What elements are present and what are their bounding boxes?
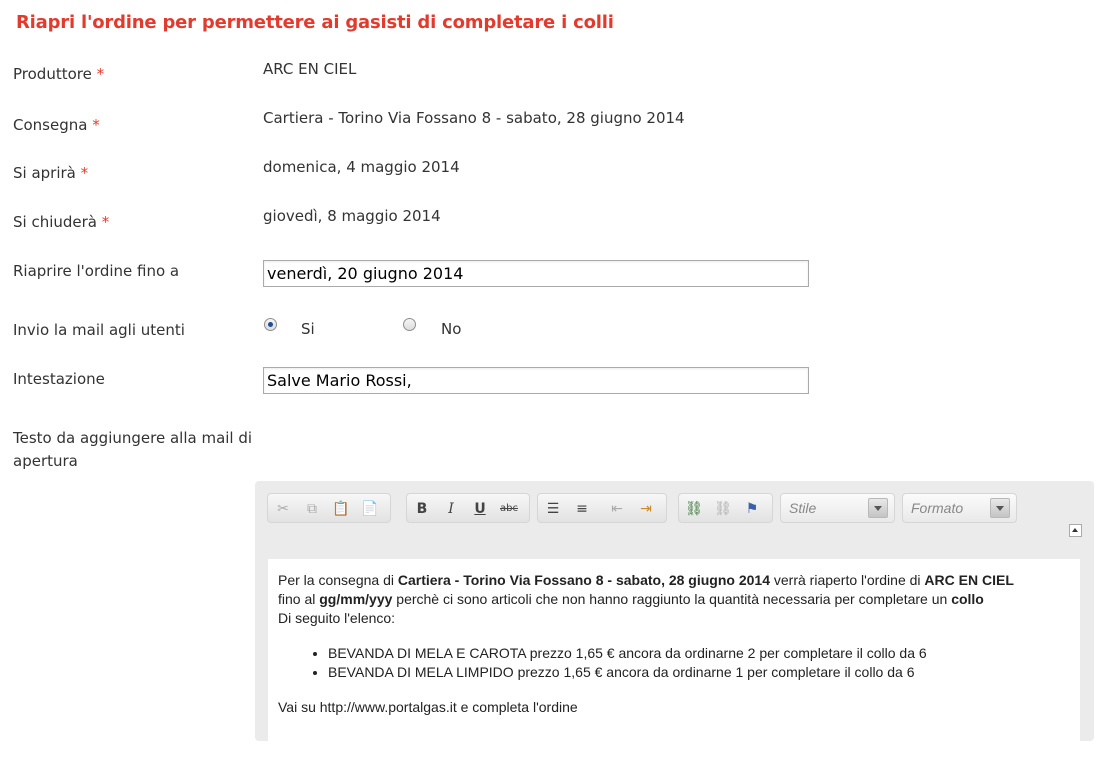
produttore-label-text: Produttore bbox=[13, 65, 92, 83]
editor-bold-text: Cartiera - Torino Via Fossano 8 - sabato, 28 giugno 2014 bbox=[397, 572, 770, 588]
editor-paragraph-2 bbox=[278, 590, 1070, 609]
page-title: Riapri l'ordine per permettere ai gasisti di completare i colli bbox=[16, 12, 614, 33]
riapri-date-input[interactable]: venerdì, 20 giugno 2014 bbox=[263, 260, 809, 287]
editor-bold-text: ARC EN CIEL bbox=[924, 572, 1014, 588]
editor-text: fino al bbox=[278, 591, 320, 607]
required-mark: * bbox=[101, 213, 110, 231]
apertura-value: domenica, 4 maggio 2014 bbox=[263, 158, 460, 176]
produttore-value: ARC EN CIEL bbox=[263, 60, 357, 78]
invio-mail-si-label[interactable]: Si bbox=[301, 320, 315, 338]
required-mark: * bbox=[80, 164, 89, 182]
produttore-label bbox=[13, 63, 104, 86]
intestazione-input[interactable]: Salve Mario Rossi, bbox=[263, 367, 809, 394]
editor-text: perchè ci sono articoli che non hanno raggiunto la quantità necessaria per completare un bbox=[392, 591, 952, 607]
chiusura-value: giovedì, 8 maggio 2014 bbox=[263, 207, 441, 225]
required-mark: * bbox=[92, 116, 100, 134]
invio-mail-no-radio[interactable] bbox=[403, 318, 416, 331]
link-icon[interactable]: ⛓ bbox=[685, 501, 703, 517]
list-group bbox=[537, 493, 667, 523]
consegna-label-text: Consegna bbox=[13, 116, 88, 134]
bulleted-list-icon[interactable]: ≡ bbox=[576, 501, 588, 517]
editor-bold-text: collo bbox=[951, 591, 984, 607]
rich-text-editor bbox=[255, 481, 1094, 741]
intestazione-label: Intestazione bbox=[13, 370, 105, 388]
invio-mail-no-label[interactable]: No bbox=[441, 320, 462, 338]
unlink-icon[interactable]: ⛓ bbox=[714, 501, 732, 517]
chevron-down-icon bbox=[868, 498, 888, 518]
anchor-icon[interactable]: ⚑ bbox=[745, 501, 759, 517]
copy-icon[interactable]: ⧉ bbox=[307, 501, 317, 517]
editor-text: verrà riaperto l'ordine di bbox=[770, 572, 925, 588]
apertura-label-text: Si aprirà bbox=[13, 164, 76, 182]
apertura-label bbox=[13, 162, 88, 185]
collapse-toolbar-button[interactable] bbox=[1069, 524, 1082, 537]
italic-icon[interactable]: I bbox=[448, 501, 454, 517]
chiusura-label bbox=[13, 211, 109, 234]
editor-bold-text: gg/mm/yyy bbox=[319, 591, 393, 607]
testo-label: Testo da aggiungere alla mail di apertura bbox=[13, 429, 253, 470]
style-select[interactable] bbox=[780, 493, 895, 523]
list-item: • BEVANDA DI MELA LIMPIDO prezzo 1,65 € ancora da ordinarne 1 per completare il collo da 6 bbox=[328, 663, 1070, 682]
editor-content-area[interactable] bbox=[268, 559, 1080, 759]
format-group bbox=[406, 493, 530, 523]
required-mark: * bbox=[96, 65, 105, 83]
paste-icon[interactable]: 📋 bbox=[332, 501, 350, 517]
chiusura-label-text: Si chiuderà bbox=[13, 213, 97, 231]
underline-icon[interactable]: U bbox=[474, 501, 486, 517]
paste-word-icon[interactable]: 📄 bbox=[361, 501, 379, 517]
invio-mail-label: Invio la mail agli utenti bbox=[13, 321, 185, 339]
strikethrough-icon[interactable]: abc bbox=[500, 503, 518, 514]
invio-mail-si-radio[interactable] bbox=[264, 318, 277, 331]
clipboard-group bbox=[267, 493, 391, 523]
bold-icon[interactable]: B bbox=[416, 501, 428, 517]
editor-text: Per la consegna di bbox=[278, 572, 398, 588]
format-select[interactable] bbox=[902, 493, 1017, 523]
consegna-value: Cartiera - Torino Via Fossano 8 - sabato, 28 giugno 2014 bbox=[263, 109, 685, 127]
editor-paragraph-1 bbox=[278, 571, 1070, 590]
editor-paragraph-4: Vai su http://www.portalgas.it e completa l'ordine bbox=[278, 699, 578, 715]
editor-paragraph-3: Di seguito l'elenco: bbox=[278, 610, 396, 626]
editor-list bbox=[278, 644, 1070, 682]
riapri-label: Riaprire l'ordine fino a bbox=[13, 262, 180, 280]
numbered-list-icon[interactable]: ☰ bbox=[546, 501, 560, 517]
style-select-value: Stile bbox=[789, 500, 817, 516]
cut-icon[interactable]: ✂ bbox=[277, 501, 289, 517]
list-item: • BEVANDA DI MELA E CAROTA prezzo 1,65 € ancora da ordinarne 2 per completare il collo da 6 bbox=[328, 644, 1070, 663]
outdent-icon[interactable]: ⇤ bbox=[611, 501, 623, 517]
format-select-value: Formato bbox=[911, 500, 964, 516]
link-group bbox=[678, 493, 773, 523]
chevron-down-icon bbox=[990, 498, 1010, 518]
consegna-label bbox=[13, 114, 100, 137]
indent-icon[interactable]: ⇥ bbox=[640, 501, 652, 517]
